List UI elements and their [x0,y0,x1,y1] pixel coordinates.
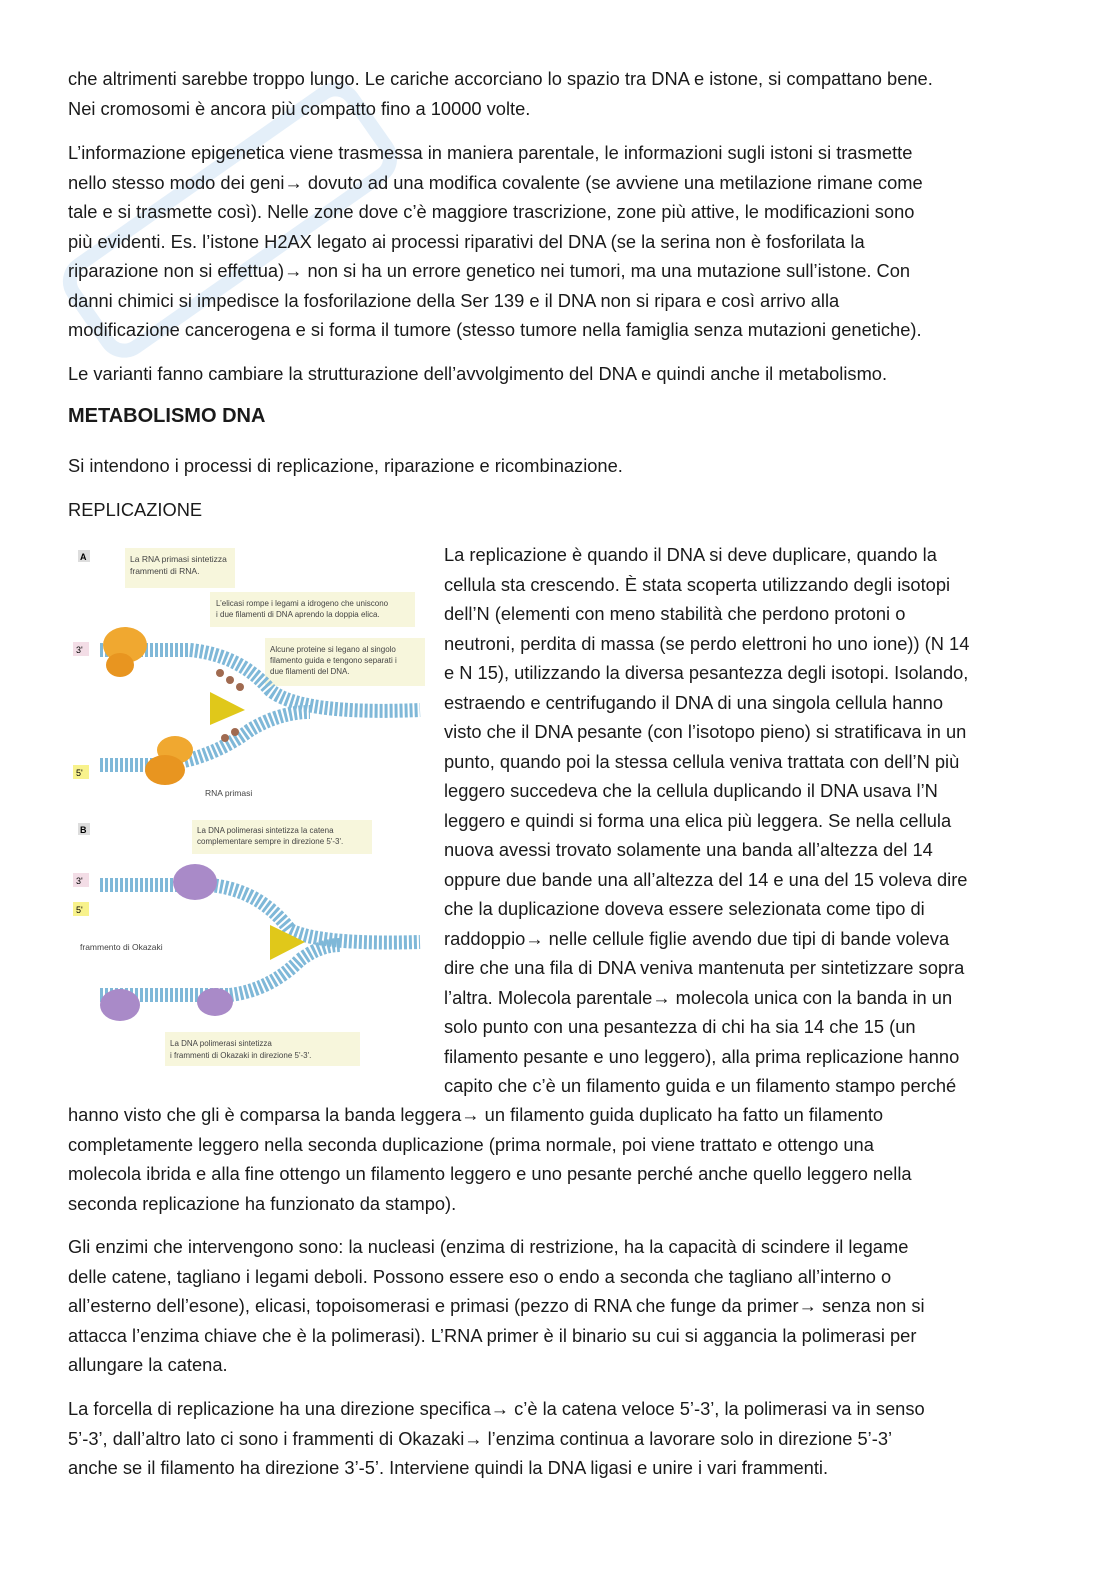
paragraph-3 [68,359,887,389]
text-line: modificazione cancerogena e si forma il tumore (stesso tumore nella famiglia senza mutazioni genetiche). [68,319,922,340]
text-line: all’esterno dell’esone), elicasi, topoisomerasi e primasi (pezzo di RNA che funge da primer→ senza non si [68,1295,925,1316]
text-line: filamento pesante e uno leggero), alla prima replicazione hanno [444,1045,960,1067]
paragraph-5-full [68,1100,912,1218]
text-line: cellula sta crescendo. È stata scoperta utilizzando degli isotopi [444,573,951,595]
text-line: neutroni, perdita di massa (se perdo elettroni ho uno ione)) (N 14 [444,632,970,654]
replication-fork-figure [70,540,430,1080]
text-line: danni chimici si impedisce la fosforilazione della Ser 139 e il DNA non si ripara e così arrivo alla [68,289,840,311]
text-line: L’informazione epigenetica viene trasmessa in maniera parentale, le informazioni sugli istoni si trasmette [68,142,913,163]
text-line: tale e si trasmette così). Nelle zone dove c’è maggiore trascrizione, zone più attive, le modificazioni sono [68,201,915,222]
text-line: solo punto con una pesantezza di chi ha sia 14 che 15 (un [444,1016,916,1037]
paragraph-6 [68,1232,925,1380]
text-line: anche se il filamento ha direzione 3’-5’. Interviene quindi la DNA ligasi e unire i vari frammenti. [68,1457,829,1478]
svg-text:La DNA polimerasi sintetizzai: La DNA polimerasi sintetizza i frammenti di Okazaki in direzione 5'-3'. [170,1039,312,1060]
text-line: punto, quando poi la stessa cellula veniva trattata con dell’N più [444,750,960,772]
paragraph-7 [68,1394,925,1483]
text-line: nello stesso modo dei geni→ dovuto ad una modifica covalente (se avviene una metilazione rimane come [68,171,923,193]
text-line: l’altra. Molecola parentale→ molecola unica con la banda in un [444,986,953,1008]
text-line: attacca l’enzima chiave che è la polimerasi). L’RNA primer è il binario su cui si aggancia la polimerasi per [68,1324,917,1346]
text-line: riparazione non si effettua)→ non si ha un errore genetico nei tumori, ma una mutazione sull’istone. Con [68,260,911,281]
text-line: che altrimenti sarebbe troppo lungo. Le cariche accorciano lo spazio tra DNA e istone, si compattano bene. [68,68,933,89]
text-line: estraendo e centrifugando il DNA di una singola cellula hanno [444,691,944,713]
text-line: La replicazione è quando il DNA si deve duplicare, quando la [444,544,937,565]
text-line: Le varianti fanno cambiare la strutturazione dell’avvolgimento del DNA e quindi anche il metabolismo. [68,363,888,384]
text-line: capito che c’è un filamento guida e un filamento stampo perché [444,1075,957,1096]
svg-text:RNA primasi: RNA primasi [205,788,253,798]
text-line: Nei cromosomi è ancora più compatto fino a 10000 volte. [68,97,531,119]
svg-text:5': 5' [76,905,83,915]
text-line: delle catene, tagliano i legami deboli. Possono essere eso o endo a seconda che tagliano all’interno o [68,1265,892,1287]
text-line: più evidenti. Es. l’istone H2AX legato ai processi riparativi del DNA (se la serina non è fosforilata la [68,230,865,252]
svg-text:B: B [80,825,87,835]
text-line: allungare la catena. [68,1354,228,1375]
text-line: 5’-3’, dall’altro lato ci sono i frammenti di Okazaki→ l’enzima continua a lavorare solo in direzione 5’-3’ [68,1427,893,1449]
svg-text:L’elicasi rompe i legami a idr: L’elicasi rompe i legami a idrogeno che uniscono i due filamenti di DNA aprendo la doppia elica. [216,599,389,619]
svg-text:5': 5' [76,768,83,778]
text-line: La forcella di replicazione ha una direzione specifica→ c’è la catena veloce 5’-3’, la polimerasi va in senso [68,1398,925,1419]
paragraph-5-right [444,540,969,1101]
svg-text:3': 3' [76,876,83,886]
svg-text:La RNA primasi sintetizzaframm: La RNA primasi sintetizza frammenti di RNA. [130,554,227,576]
text-line: hanno visto che gli è comparsa la banda leggera→ un filamento guida duplicato ha fatto un filamento [68,1104,884,1125]
text-line: Si intendono i processi di replicazione, riparazione e ricombinazione. [68,455,623,476]
paragraph-1 [68,64,933,123]
text-line: dire che una fila di DNA veniva mantenuta per sintetizzare sopra [444,957,965,978]
paragraph-2 [68,138,923,345]
text-line: leggero e quindi si forma una elica più leggera. Se nella cellula [444,809,952,831]
svg-text:A: A [80,552,87,562]
paragraph-4 [68,451,623,481]
text-line: e N 15), utilizzando la diversa pesantezza degli isotopi. Isolando, [444,662,969,683]
svg-text:frammento di Okazaki: frammento di Okazaki [80,942,163,952]
svg-text:Alcune proteine si legano al s: Alcune proteine si legano al singolo filamento guida e tengono separati i due filamenti del DNA. [270,645,397,676]
text-line: visto che il DNA pesante (con l’isotopo pieno) si stratificava in un [444,721,967,742]
section-heading: METABOLISMO DNA [68,405,266,427]
text-line: nuova avessi trovato solamente una banda all’altezza del 14 [444,839,933,860]
text-line: raddoppio→ nelle cellule figlie avendo due tipi di bande voleva [444,927,950,949]
text-line: molecola ibrida e alla fine ottengo un filamento leggero e uno pesante perché anche quello leggero nella [68,1163,912,1184]
text-line: che la duplicazione doveva essere selezionata come tipo di [444,898,925,919]
text-line: dell’N (elementi con meno stabilità che perdono protoni o [444,603,906,624]
text-line: completamente leggero nella seconda duplicazione (prima normale, poi viene trattato e ottengo una [68,1133,874,1155]
text-line: seconda replicazione ha funzionato da stampo). [68,1192,457,1214]
subheading: REPLICAZIONE [68,499,203,520]
svg-text:3': 3' [76,645,83,655]
svg-text:La DNA polimerasi sintetizza l: La DNA polimerasi sintetizza la catena complementare sempre in direzione 5'-3'. [197,826,344,846]
text-line: Gli enzimi che intervengono sono: la nucleasi (enzima di restrizione, ha la capacità di scindere il legame [68,1236,909,1257]
text-line: oppure due bande una all’altezza del 14 e una del 15 voleva dire [444,868,968,890]
text-line: leggero succedeva che la cellula duplicando il DNA usava l’N [444,780,938,801]
